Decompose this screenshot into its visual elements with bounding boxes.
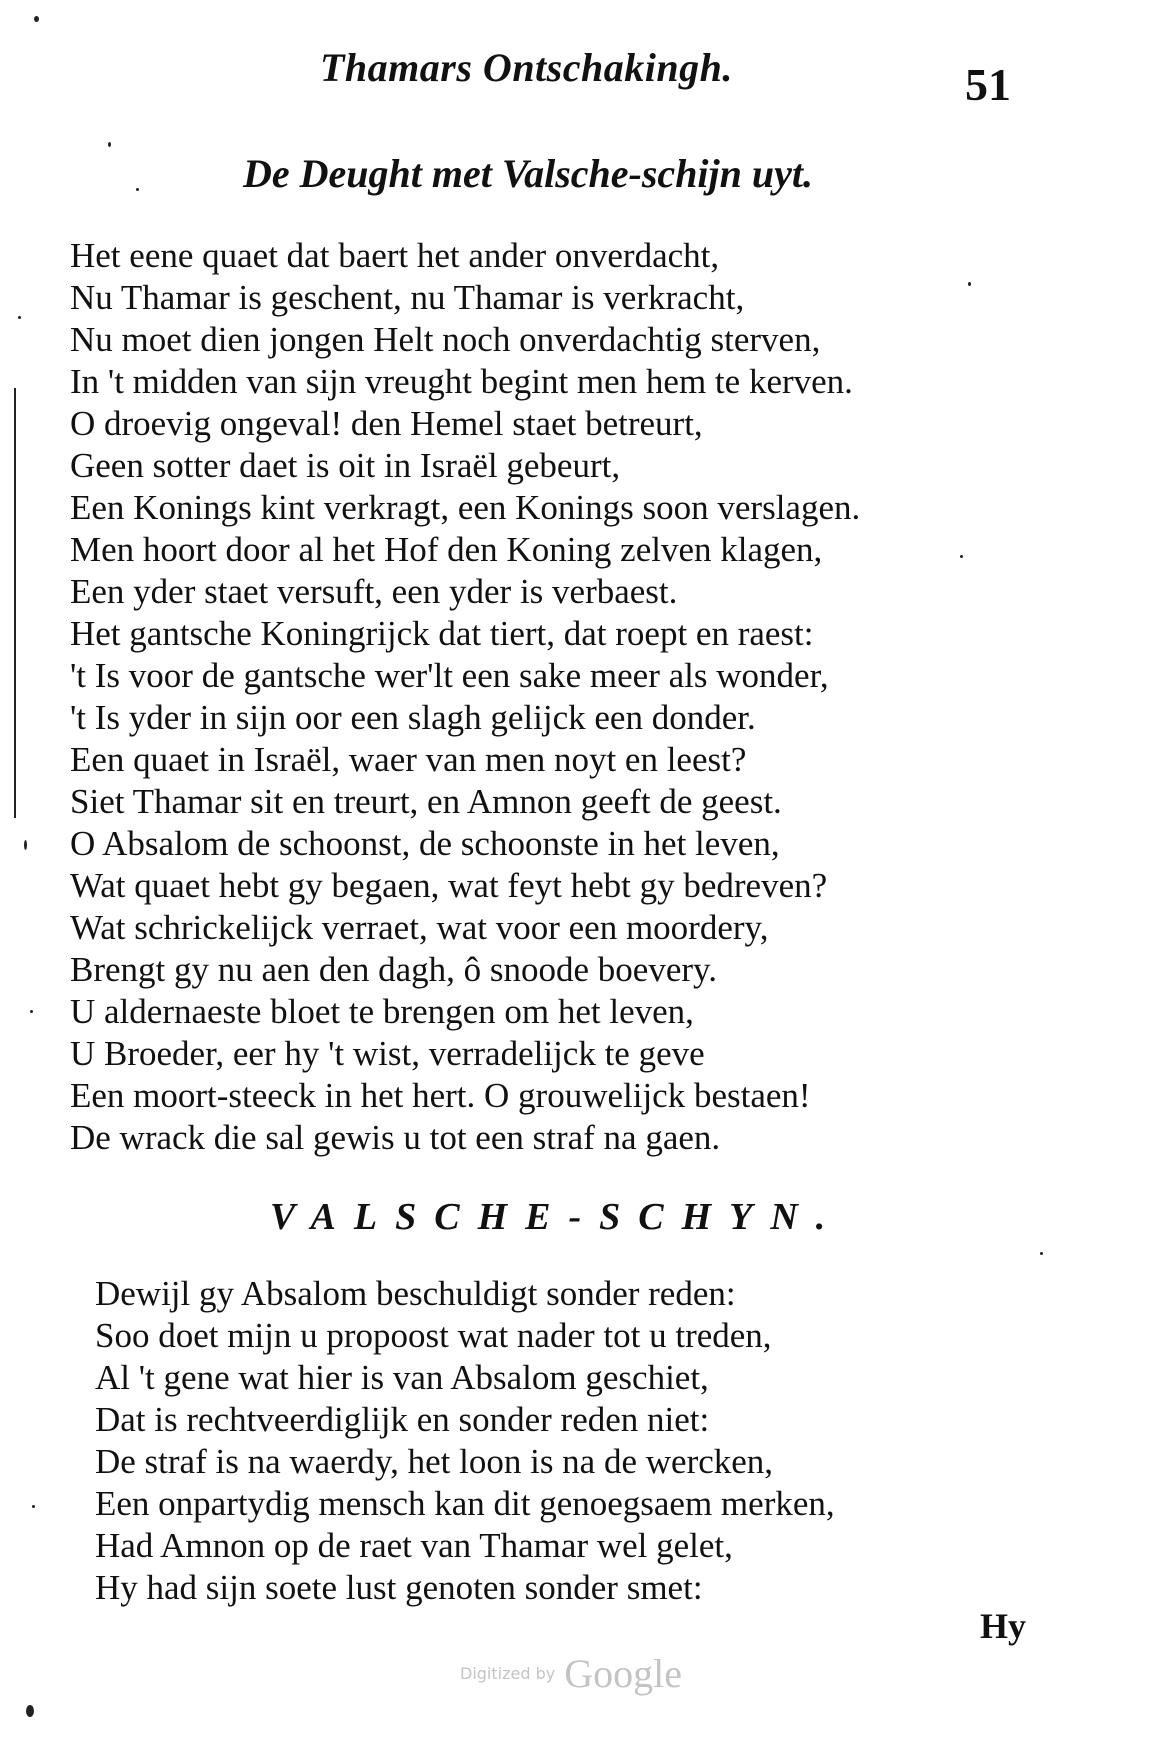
verse-line: Wat quaet hebt gy begaen, wat feyt hebt gy bedreven? <box>70 866 828 905</box>
verse-line: In 't midden van sijn vreught begint men hem te kerven. <box>70 362 853 401</box>
verse-block-valsche-schyn <box>95 1273 835 1609</box>
verse-line: Wat schrickelijck verraet, wat voor een moordery, <box>70 908 769 947</box>
ink-speck <box>18 316 21 319</box>
running-head: Thamars Ontschakingh. <box>320 45 733 90</box>
verse-line: Een yder staet versuft, een yder is verbaest. <box>70 572 678 611</box>
section-heading-valsche-schyn: VALSCHE-SCHYN. <box>270 1196 844 1238</box>
digitization-watermark <box>460 1650 682 1697</box>
verse-line: O droevig ongeval! den Hemel staet betreurt, <box>70 404 703 443</box>
verse-line: Een Konings kint verkragt, een Konings soon verslagen. <box>70 488 861 527</box>
verse-line: 't Is yder in sijn oor een slagh gelijck een donder. <box>70 698 756 737</box>
ink-speck <box>24 840 27 850</box>
verse-line: O Absalom de schoonst, de schoonste in het leven, <box>70 824 780 863</box>
ink-speck <box>34 16 39 22</box>
verse-line: Geen sotter daet is oit in Israël gebeurt, <box>70 446 621 485</box>
verse-line: Een onpartydig mensch kan dit genoegsaem merken, <box>95 1484 835 1523</box>
verse-line: Soo doet mijn u propoost wat nader tot u treden, <box>95 1316 772 1355</box>
ink-speck <box>136 188 139 191</box>
verse-line: Dat is rechtveerdiglijk en sonder reden niet: <box>95 1400 710 1439</box>
verse-line: Het gantsche Koningrijck dat tiert, dat roept en raest: <box>70 614 814 653</box>
catchword: Hy <box>980 1606 1027 1646</box>
ink-speck <box>108 142 111 147</box>
verse-line: Nu Thamar is geschent, nu Thamar is verkracht, <box>70 278 745 317</box>
ink-speck <box>32 1505 35 1508</box>
verse-line: Al 't gene wat hier is van Absalom geschiet, <box>95 1358 709 1397</box>
verse-line: Dewijl gy Absalom beschuldigt sonder reden: <box>95 1274 736 1313</box>
verse-block-deught <box>70 235 860 1159</box>
verse-line: De wrack die sal gewis u tot een straf na gaen. <box>70 1118 721 1157</box>
page-number: 51 <box>965 59 1011 110</box>
section-heading-deught: De Deught met Valsche-schijn uyt. <box>243 151 814 196</box>
verse-line: Een moort-steeck in het hert. O grouwelijck bestaen! <box>70 1076 811 1115</box>
verse-line: De straf is na waerdy, het loon is na de wercken, <box>95 1442 774 1481</box>
ink-speck <box>26 1705 34 1717</box>
ink-speck <box>960 555 963 558</box>
ink-speck <box>1040 1252 1043 1255</box>
verse-line: 't Is voor de gantsche wer'lt een sake meer als wonder, <box>70 656 829 695</box>
verse-line: U aldernaeste bloet te brengen om het leven, <box>70 992 694 1031</box>
watermark-prefix: Digitized by <box>460 1664 556 1683</box>
verse-line: Het eene quaet dat baert het ander onverdacht, <box>70 236 720 275</box>
verse-line: Een quaet in Israël, waer van men noyt en leest? <box>70 740 747 779</box>
verse-line: Brengt gy nu aen den dagh, ô snoode boevery. <box>70 950 718 989</box>
margin-rule <box>14 388 16 818</box>
verse-line: U Broeder, eer hy 't wist, verradelijck te geve <box>70 1034 705 1073</box>
ink-speck <box>30 1010 33 1013</box>
verse-line: Nu moet dien jongen Helt noch onverdachtig sterven, <box>70 320 821 359</box>
verse-line: Siet Thamar sit en treurt, en Amnon geeft de geest. <box>70 782 782 821</box>
watermark-brand: Google <box>564 1651 683 1696</box>
verse-line: Had Amnon op de raet van Thamar wel gelet, <box>95 1526 733 1565</box>
ink-speck <box>968 282 971 286</box>
verse-line: Hy had sijn soete lust genoten sonder smet: <box>95 1568 703 1607</box>
verse-line: Men hoort door al het Hof den Koning zelven klagen, <box>70 530 823 569</box>
